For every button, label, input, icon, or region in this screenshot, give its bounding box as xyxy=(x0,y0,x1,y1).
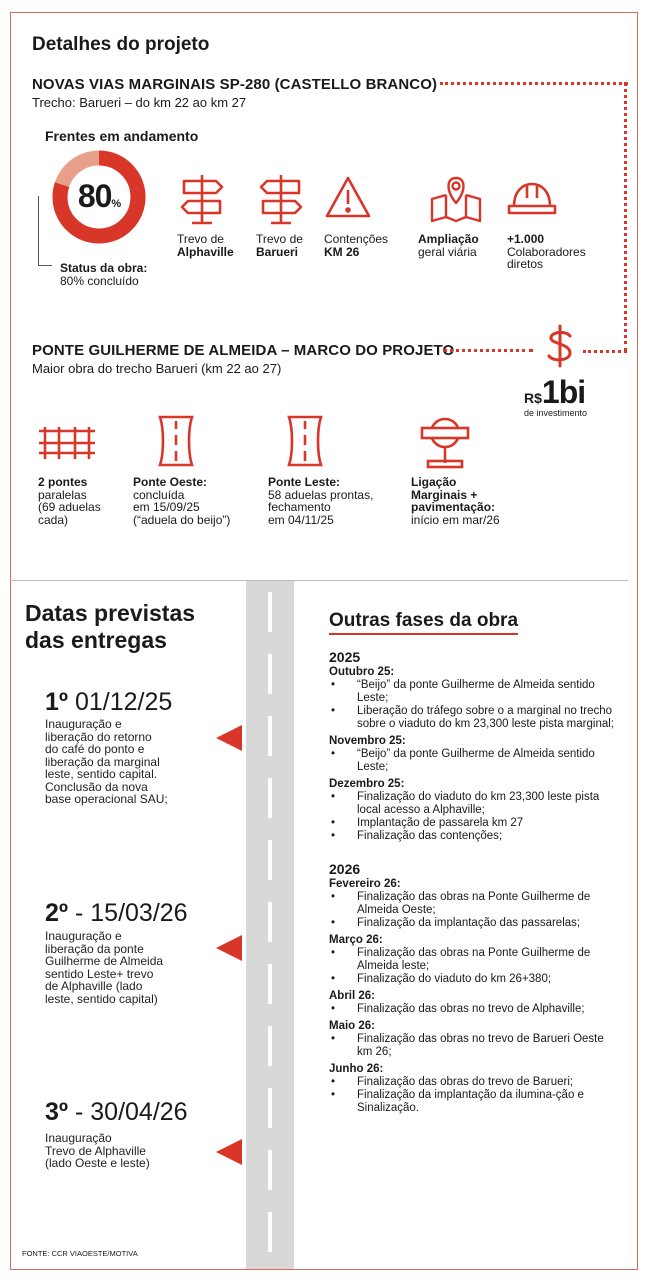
fronts-title: Frentes em andamento xyxy=(45,128,199,144)
phase-item: • Finalização do viaduto do km 26+380; xyxy=(329,973,614,986)
progress-donut xyxy=(50,148,148,251)
dotted-connector xyxy=(443,349,533,352)
year-label: 2026 xyxy=(329,861,361,877)
delivery-desc: Inauguração e liberação da ponte Guilherme de Almeida sentido Leste+ trevo de Alphaville (lado leste, sentido capital) xyxy=(45,929,164,1006)
pointer-triangle xyxy=(216,725,242,751)
delivery-date: 3º - 30/04/26 xyxy=(45,1098,188,1126)
lane-dash xyxy=(268,1088,272,1128)
front-item: Trevo de Barueri xyxy=(256,232,303,259)
bridge-title: PONTE GUILHERME DE ALMEIDA – MARCO DO PROJETO xyxy=(32,342,455,359)
pointer-triangle xyxy=(216,935,242,961)
bridge-item: Ligação Marginais + pavimentação: início em mar/26 xyxy=(411,475,500,527)
dollar-icon xyxy=(543,323,577,369)
month-label: Outubro 25: xyxy=(329,666,395,678)
phase-item: • Finalização das obras na Ponte Guilherme de Almeida Oeste; xyxy=(329,891,614,917)
phase-item: • Finalização das obras na Ponte Guilherme de Almeida leste; xyxy=(329,947,614,973)
phase-item: • Liberação do tráfego sobre o a marginal no trecho sobre o viaduto do km 23,300 leste pista marginal; xyxy=(329,705,614,731)
progress-unit: % xyxy=(111,198,121,210)
delivery-desc: Inauguração e liberação do retorno do café do ponto e liberação da marginal leste, sentido capital. Conclusão da nova base operacional SAU; xyxy=(45,717,168,806)
progress-value: 80 xyxy=(77,178,112,214)
status-text: 80% concluído xyxy=(60,273,139,288)
lane-dash xyxy=(268,840,272,880)
phase-item: • Finalização da implantação da ilumina-ção e Sinalização. xyxy=(329,1089,614,1115)
phase-item: • Finalização das obras no trevo de Barueri Oeste km 26; xyxy=(329,1033,614,1059)
map-pin-icon xyxy=(428,173,484,223)
front-item: Trevo de Alphaville xyxy=(177,232,234,259)
month-label: Junho 26: xyxy=(329,1063,384,1075)
front-item: Ampliação geral viária xyxy=(418,232,479,259)
bridge-item: Ponte Leste: 58 aduelas prontas, fechamento em 04/11/25 xyxy=(268,475,374,527)
dotted-connector xyxy=(440,82,628,85)
phases-list xyxy=(329,651,614,1115)
investment xyxy=(524,374,585,411)
delivery-desc: Inauguração Trevo de Alphaville (lado Oeste e leste) xyxy=(45,1131,150,1170)
front-item: Contenções KM 26 xyxy=(324,232,389,259)
phase-item: • Finalização das obras do trevo de Barueri; xyxy=(329,1076,614,1089)
month-label: Maio 26: xyxy=(329,1020,376,1032)
warning-icon xyxy=(324,175,372,219)
status-connector xyxy=(38,196,52,266)
phases-title: Outras fases da obra xyxy=(329,610,518,632)
pointer-triangle xyxy=(216,1139,242,1165)
month-label: Dezembro 25: xyxy=(329,778,405,790)
phase-item: • Implantação de passarela km 27 xyxy=(329,817,614,830)
delivery-date: 1º 01/12/25 xyxy=(45,688,173,716)
lane-dash xyxy=(268,1212,272,1252)
lane-dash xyxy=(268,592,272,632)
deliveries-title: Datas previstas das entregas xyxy=(25,600,196,653)
section-divider xyxy=(10,580,628,581)
lane-dash xyxy=(268,654,272,694)
road-icon xyxy=(285,415,325,467)
dotted-connector xyxy=(583,350,627,353)
phase-item: • “Beijo” da ponte Guilherme de Almeida sentido Leste; xyxy=(329,679,614,705)
month-label: Fevereiro 26: xyxy=(329,878,401,890)
investment-value: 1bi xyxy=(541,374,586,410)
page-title: Detalhes do projeto xyxy=(32,34,210,55)
phase-item: • Finalização da implantação das passarelas; xyxy=(329,917,614,930)
road-icon xyxy=(156,415,196,467)
dotted-connector xyxy=(624,82,627,352)
signpost-icon xyxy=(255,173,307,225)
lane-dash xyxy=(268,1026,272,1066)
lane-dash xyxy=(268,902,272,942)
signpost-icon xyxy=(176,173,228,225)
project-title: NOVAS VIAS MARGINAIS SP-280 (CASTELLO BRANCO) xyxy=(32,76,438,93)
front-item: +1.000 Colaboradores diretos xyxy=(507,232,586,271)
investment-currency: R$ xyxy=(524,390,542,406)
lane-dash xyxy=(268,1150,272,1190)
month-label: Março 26: xyxy=(329,934,383,946)
phase-item: • Finalização das contenções; xyxy=(329,830,614,843)
bridge-subtitle: Maior obra do trecho Barueri (km 22 ao 27) xyxy=(32,361,282,376)
investment-label: de investimento xyxy=(524,408,588,418)
bridge-icon xyxy=(37,425,97,461)
bridge-item: 2 pontes paralelas (69 aduelas cada) xyxy=(38,475,101,527)
month-label: Novembro 25: xyxy=(329,735,406,747)
year-label: 2025 xyxy=(329,649,361,665)
bridge-item: Ponte Oeste: concluída em 15/09/25 (“aduela do beijo”) xyxy=(133,475,231,527)
road-sign-icon xyxy=(420,415,470,469)
lane-dash xyxy=(268,778,272,818)
project-subtitle: Trecho: Barueri – do km 22 ao km 27 xyxy=(32,95,247,110)
source-note: FONTE: CCR VIAOESTE/MOTIVA xyxy=(22,1249,138,1258)
hard-hat-icon xyxy=(506,178,558,218)
month-label: Abril 26: xyxy=(329,990,376,1002)
lane-dash xyxy=(268,716,272,756)
lane-dash xyxy=(268,964,272,1004)
status-block xyxy=(60,262,147,287)
phase-item: • Finalização do viaduto do km 23,300 leste pista local acesso a Alphaville; xyxy=(329,791,614,817)
phase-item: • Finalização das obras no trevo de Alphaville; xyxy=(329,1003,614,1016)
delivery-date: 2º - 15/03/26 xyxy=(45,899,188,927)
phase-item: • “Beijo” da ponte Guilherme de Almeida sentido Leste; xyxy=(329,748,614,774)
status-title: Status da obra: xyxy=(60,261,148,275)
